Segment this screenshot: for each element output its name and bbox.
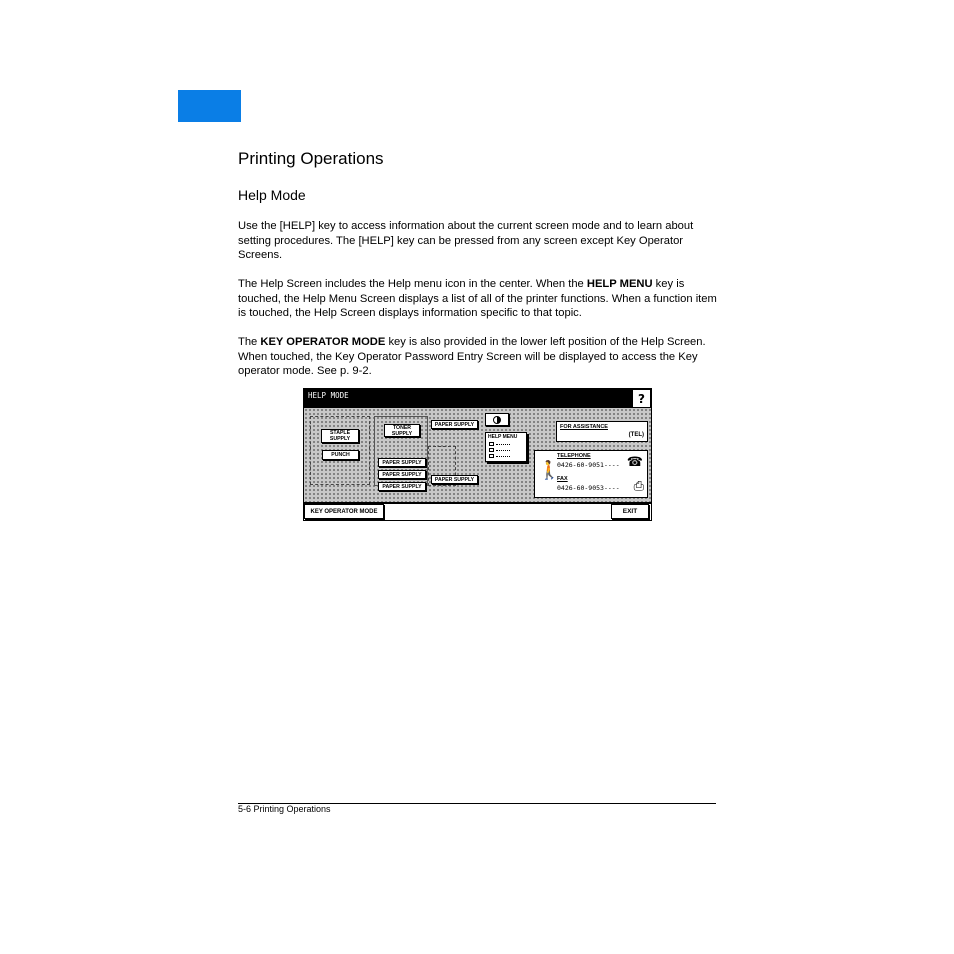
paper-supply-tray2-button[interactable]: PAPER SUPPLY: [378, 470, 426, 479]
toner-supply-button[interactable]: TONER SUPPLY: [384, 424, 420, 437]
telephone-icon: ☎: [626, 454, 643, 469]
fax-number: 0426-60-9053----: [557, 484, 620, 492]
paper-supply-tray3-button[interactable]: PAPER SUPPLY: [378, 482, 426, 491]
section-title: Printing Operations: [238, 149, 384, 168]
help-menu-label: HELP MENU: [488, 434, 518, 440]
assistance-tel: (TEL): [628, 432, 644, 438]
telephone-number: 0426-60-9051----: [557, 461, 620, 469]
screen-title: HELP MODE: [308, 391, 349, 400]
chapter-tab: [178, 90, 241, 122]
help-menu-button[interactable]: [485, 432, 527, 462]
person-icon: 🚶: [538, 460, 561, 480]
key-operator-mode-button[interactable]: KEY OPERATOR MODE: [304, 504, 384, 519]
assistance-label: FOR ASSISTANCE: [560, 424, 608, 430]
staple-supply-button[interactable]: STAPLE SUPPLY: [321, 429, 359, 443]
contact-panel: [534, 450, 648, 498]
paper-supply-tray1-button[interactable]: PAPER SUPPLY: [378, 458, 426, 467]
help-mode-screen: [303, 388, 652, 521]
section-subtitle: Help Mode: [238, 187, 306, 203]
paragraph-help-key: Use the [HELP] key to access information about the current screen mode and to learn about setting procedures. The [HELP] key can be pressed from any screen except Key Operator Screens.: [238, 220, 694, 261]
fax-icon: ⎙: [633, 478, 644, 493]
screen-title-bar: [303, 388, 652, 407]
exit-button[interactable]: EXIT: [611, 504, 649, 519]
punch-button[interactable]: PUNCH: [322, 450, 359, 460]
contrast-icon: [493, 416, 501, 424]
paragraph-key-operator: The KEY OPERATOR MODE key is also provided in the lower left position of the Help Screen. When touched, the Key Operator Password Entry Screen will be displayed to access the Key operator mode. See p. 9-2.: [238, 336, 706, 377]
paragraph-help-screen: The Help Screen includes the Help menu icon in the center. When the HELP MENU key is touched, the Help Menu Screen displays a list of all of the printer functions. When a function item is touched, the Help Screen displays information specific to that topic.: [238, 278, 717, 319]
telephone-label: TELEPHONE: [557, 453, 591, 459]
contrast-button[interactable]: [485, 413, 509, 426]
paper-supply-lci-button[interactable]: PAPER SUPPLY: [431, 475, 478, 484]
assistance-panel: [556, 421, 648, 442]
fax-label: FAX: [557, 476, 568, 482]
paper-supply-top-button[interactable]: PAPER SUPPLY: [431, 420, 478, 429]
help-icon[interactable]: ?: [633, 390, 650, 407]
page-footer: 5-6 Printing Operations: [238, 804, 331, 814]
